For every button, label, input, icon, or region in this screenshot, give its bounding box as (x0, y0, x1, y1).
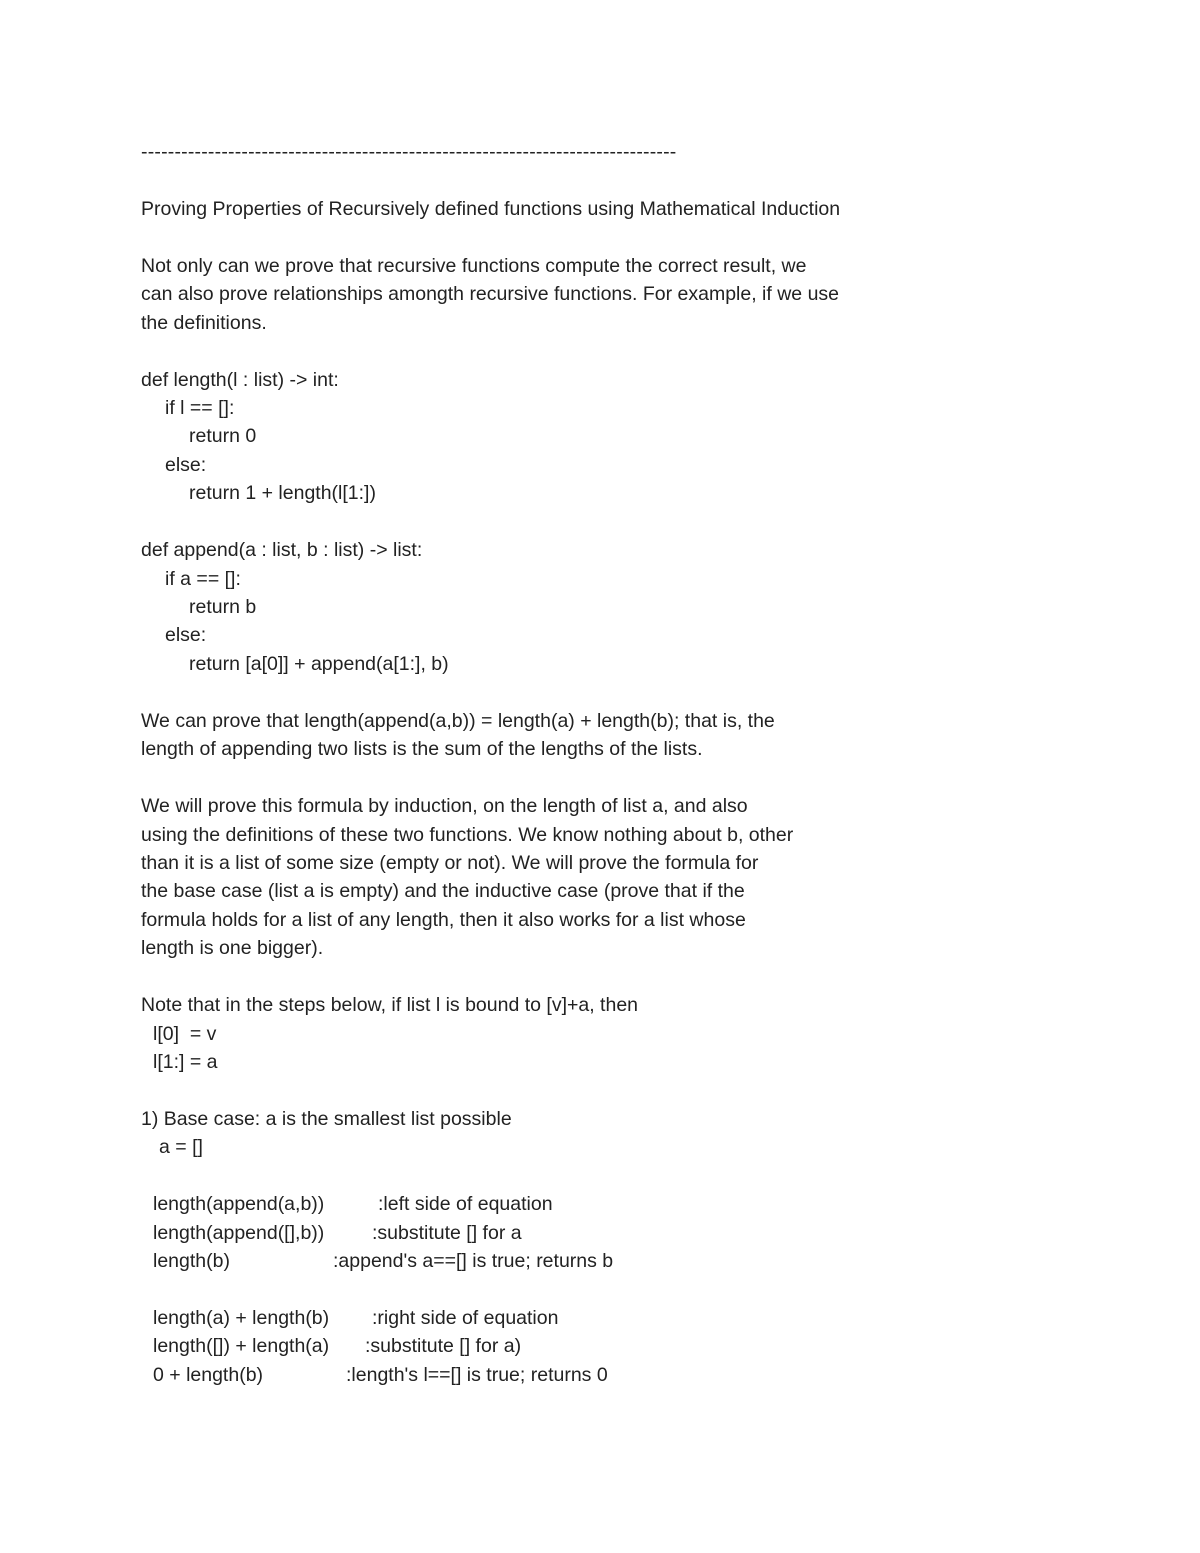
code-text: if l == []: (165, 396, 235, 419)
append-def-else (141, 621, 1101, 649)
plan-line-4: the base case (list a is empty) and the inductive case (prove that if the (141, 880, 745, 903)
spacer (141, 1076, 1101, 1104)
code-text: def length(l : list) -> int: (141, 368, 339, 391)
plan-line-6: length is one bigger). (141, 937, 324, 960)
step-expression: length(a) + length(b) (153, 1306, 330, 1329)
length-def-return-recursive (141, 479, 1101, 507)
spacer (141, 508, 1101, 536)
code-text: else: (165, 453, 207, 476)
proof-step (141, 1332, 1101, 1360)
step-reason: :append's a==[] is true; returns b (333, 1250, 614, 1273)
length-def-if (141, 394, 1101, 422)
spacer (141, 337, 1101, 365)
code-text: return 1 + length(l[1:]) (189, 482, 376, 505)
proof-step (141, 1361, 1101, 1389)
append-def-if (141, 565, 1101, 593)
code-text: def append(a : list, b : list) -> list: (141, 539, 423, 562)
spacer (141, 223, 1101, 251)
base-case-heading: 1) Base case: a is the smallest list possible (141, 1107, 512, 1130)
intro-line-1: Not only can we prove that recursive functions compute the correct result, we (141, 254, 807, 277)
spacer (141, 678, 1101, 706)
length-def-signature (141, 366, 1101, 394)
step-expression: length(append([],b)) (153, 1221, 325, 1244)
step-reason: :right side of equation (372, 1306, 559, 1329)
step-reason: :length's l==[] is true; returns 0 (346, 1363, 608, 1386)
note-rest-elements (141, 1048, 1101, 1076)
code-text: a = [] (159, 1136, 203, 1159)
step-expression: 0 + length(b) (153, 1363, 264, 1386)
intro-line-3: the definitions. (141, 311, 267, 334)
note-line: Note that in the steps below, if list l is bound to [v]+a, then (141, 994, 639, 1017)
spacer (141, 764, 1101, 792)
plan-line-3: than it is a list of some size (empty or not). We will prove the formula for (141, 851, 759, 874)
step-reason: :left side of equation (378, 1193, 553, 1216)
proof-step (141, 1304, 1101, 1332)
spacer (141, 166, 1101, 194)
append-def-signature (141, 536, 1101, 564)
proof-step (141, 1247, 1101, 1275)
note-first-element (141, 1020, 1101, 1048)
length-def-return-base (141, 422, 1101, 450)
spacer (141, 1162, 1101, 1190)
code-text: if a == []: (165, 567, 241, 590)
document-title: Proving Properties of Recursively defined functions using Mathematical Induction (141, 197, 841, 220)
plan-line-5: formula holds for a list of any length, then it also works for a list whose (141, 908, 746, 931)
code-text: l[0] = v (153, 1022, 217, 1045)
step-expression: length([]) + length(a) (153, 1335, 330, 1358)
step-expression: length(b) (153, 1250, 230, 1273)
divider-line: -------------------------------------------------------------------------------- (141, 141, 677, 163)
claim-line-2: length of appending two lists is the sum of the lengths of the lists. (141, 738, 703, 761)
spacer (141, 963, 1101, 991)
code-text: return b (189, 596, 257, 618)
step-reason: :substitute [] for a (372, 1221, 522, 1244)
spacer (141, 1276, 1101, 1304)
append-def-return-base (141, 593, 1101, 621)
intro-line-2: can also prove relationships amongth recursive functions. For example, if we use (141, 283, 840, 306)
step-reason: :substitute [] for a) (365, 1335, 522, 1358)
plan-line-2: using the definitions of these two functions. We know nothing about b, other (141, 823, 794, 846)
proof-step (141, 1219, 1101, 1247)
code-text: else: (165, 624, 207, 647)
code-text: l[1:] = a (153, 1051, 218, 1073)
append-def-return-recursive (141, 650, 1101, 678)
proof-step (141, 1190, 1101, 1218)
step-expression: length(append(a,b)) (153, 1193, 325, 1216)
code-text: return [a[0]] + append(a[1:], b) (189, 652, 449, 675)
claim-line-1: We can prove that length(append(a,b)) = length(a) + length(b); that is, the (141, 709, 775, 732)
base-case-assumption (141, 1133, 1101, 1161)
code-text: return 0 (189, 425, 257, 448)
plan-line-1: We will prove this formula by induction, on the length of list a, and also (141, 795, 748, 818)
length-def-else (141, 451, 1101, 479)
document-page (141, 138, 1101, 1389)
